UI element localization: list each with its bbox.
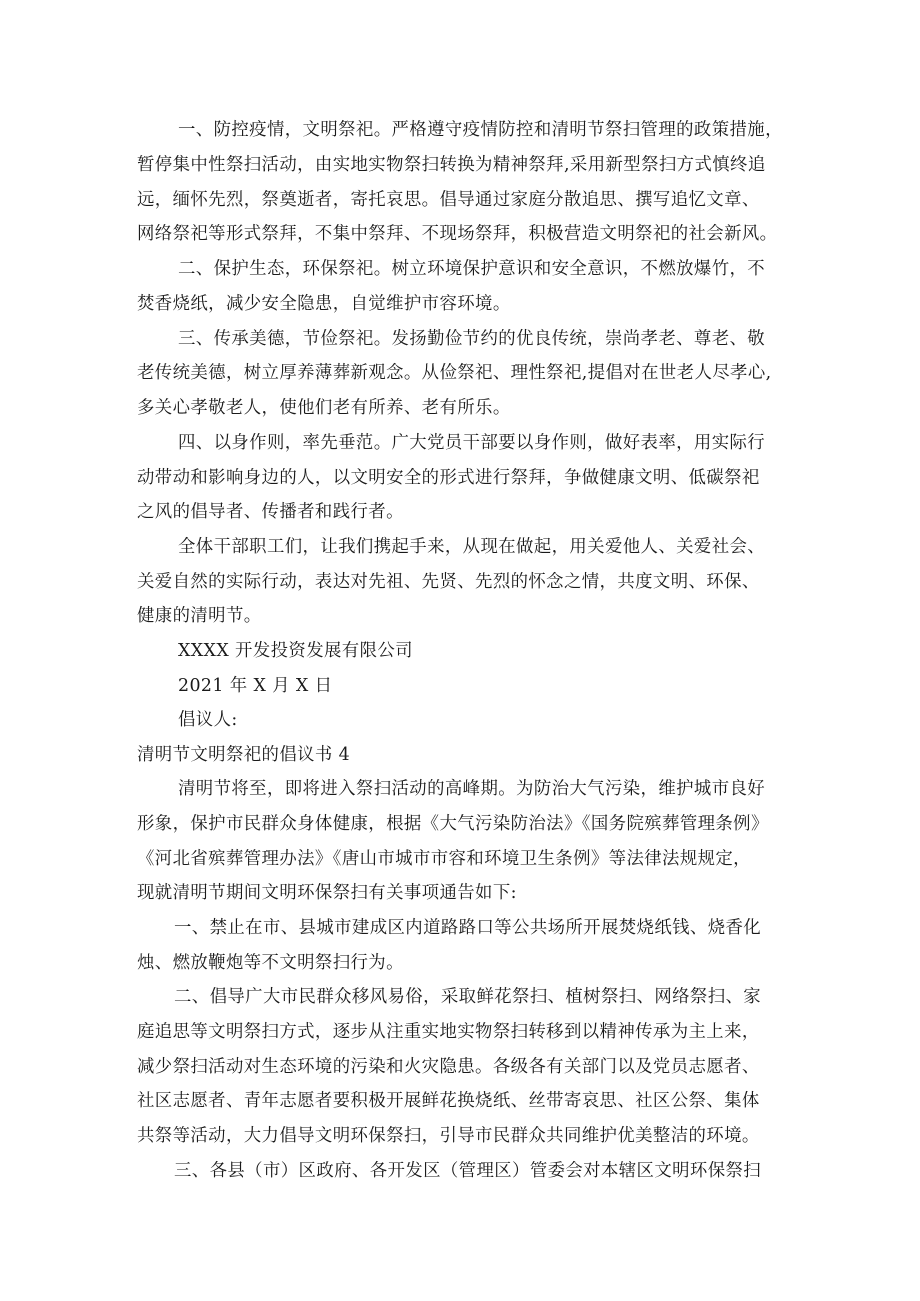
paragraph-line: 老传统美德，树立厚养薄葬新观念。从俭祭祀、理性祭祀,提倡对在世老人尽孝心,: [137, 363, 772, 383]
paragraph-line: 全体干部职工们，让我们携起手来，从现在做起，用关爱他人、关爱社会、: [178, 537, 766, 557]
paragraph-line: 动带动和影响身边的人，以文明安全的形式进行祭拜，争做健康文明、低碳祭祀: [137, 468, 760, 488]
paragraph-line: 一、禁止在市、县城市建成区内道路路口等公共场所开展焚烧纸钱、烧香化: [174, 918, 762, 938]
paragraph-line: 之风的倡导者、传播者和践行者。: [137, 502, 404, 522]
paragraph-line: 多关心孝敬老人，使他们老有所养、老有所乐。: [137, 398, 511, 418]
paragraph-line: 《河北省殡葬管理办法》《唐山市城市市容和环境卫生条例》等法律法规规定，: [137, 849, 751, 869]
paragraph-line: 焚香烧纸，减少安全隐患，自觉维护市容环境。: [137, 294, 511, 314]
paragraph-line: 二、倡导广大市民群众移风易俗，采取鲜花祭扫、植树祭扫、网络祭扫、家: [174, 987, 762, 1007]
paragraph-line: 共祭等活动，大力倡导文明环保祭扫，引导市民群众共同维护优美整洁的环境。: [137, 1126, 760, 1146]
paragraph-line: 关爱自然的实际行动，表达对先祖、先贤、先烈的怀念之情，共度文明、环保、: [137, 572, 760, 592]
paragraph-line: 清明节将至，即将进入祭扫活动的高峰期。为防治大气污染，维护城市良好: [178, 779, 766, 799]
paragraph-line: 网络祭祀等形式祭拜，不集中祭拜、不现场祭拜，积极营造文明祭祀的社会新风。: [137, 224, 778, 244]
paragraph-line: 庭追思等文明祭扫方式，逐步从注重实地实物祭扫转移到以精神传承为主上来，: [137, 1022, 760, 1042]
paragraph-line: 一、防控疫情，文明祭祀。严格遵守疫情防控和清明节祭扫管理的政策措施，: [178, 120, 783, 140]
paragraph-line: 二、保护生态，环保祭祀。树立环境保护意识和安全意识，不燃放爆竹，不: [178, 259, 766, 279]
paragraph-line: 三、各县（市）区政府、各开发区（管理区）管委会对本辖区文明环保祭扫: [174, 1161, 762, 1181]
paragraph-line: 暂停集中性祭扫活动，由实地实物祭扫转换为精神祭拜,采用新型祭扫方式慎终追: [137, 155, 766, 175]
paragraph-line: 健康的清明节。: [137, 606, 262, 626]
paragraph-line: 社区志愿者、青年志愿者要积极开展鲜花换烧纸、丝带寄哀思、社区公祭、集体: [137, 1091, 760, 1111]
date-line: 2021 年 X 月 X 日: [178, 676, 333, 696]
paragraph-line: 远，缅怀先烈，祭奠逝者，寄托哀思。倡导通过家庭分散追思、撰写追忆文章、: [137, 190, 760, 210]
paragraph-line: 三、传承美德，节俭祭祀。发扬勤俭节约的优良传统，崇尚孝老、尊老、敬: [178, 329, 766, 349]
paragraph-line: 形象，保护市民群众身体健康，根据《大气污染防治法》《国务院殡葬管理条例》: [137, 814, 769, 834]
paragraph-line: 现就清明节期间文明环保祭扫有关事项通告如下:: [137, 883, 517, 903]
section-title: 清明节文明祭祀的倡议书 4: [137, 745, 351, 765]
proposer-label: 倡议人:: [178, 710, 238, 730]
paragraph-line: 烛、燃放鞭炮等不文明祭扫行为。: [137, 953, 404, 973]
paragraph-line: 减少祭扫活动对生态环境的污染和火灾隐患。各级各有关部门以及党员志愿者、: [137, 1057, 760, 1077]
paragraph-line: 四、以身作则，率先垂范。广大党员干部要以身作则，做好表率，用实际行: [178, 433, 766, 453]
company-name: XXXX 开发投资发展有限公司: [178, 641, 413, 661]
